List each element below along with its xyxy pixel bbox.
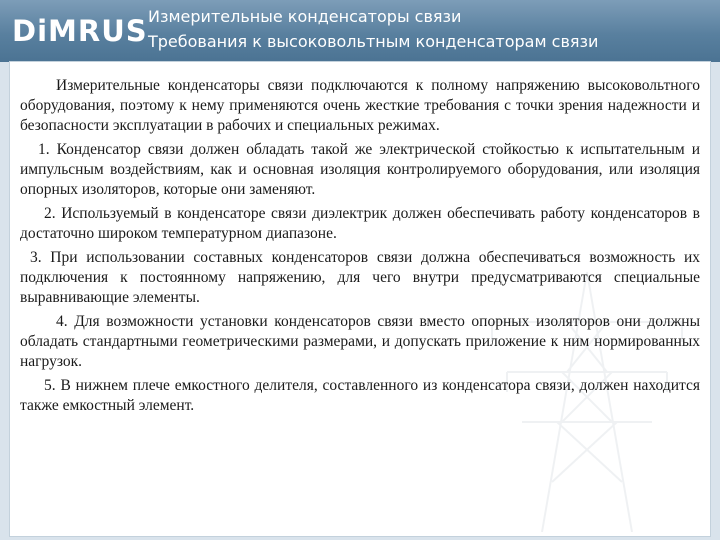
requirement-3: 3. При использовании составных конденсаторов связи должна обеспечиваться возможность их подключения к постоянному напряжению, для чего внутри предусматриваются специальные выравнивающие элементы. bbox=[20, 249, 700, 306]
title-line-2: Требования к высоковольтным конденсаторам связи bbox=[148, 32, 599, 51]
body-text bbox=[20, 76, 700, 420]
requirement-1: 1. Конденсатор связи должен обладать такой же электрической стойкостью к испытательным и импульсным воздействиям, как и основная изоляция контролируемого оборудования, или изоляция опорных изоляторов, которые они заменяют. bbox=[20, 141, 700, 198]
header-bar bbox=[0, 0, 720, 62]
requirement-2: 2. Используемый в конденсаторе связи диэлектрик должен обеспечивать работу конденсаторов в достаточно широком температурном диапазоне. bbox=[20, 205, 700, 242]
content-panel bbox=[10, 62, 710, 536]
intro-paragraph: Измерительные конденсаторы связи подключаются к полному напряжению высоковольтного оборудования, поэтому к нему применяются очень жесткие требования с точки зрения надежности и безопасности эксплуатации в рабочих и специальных режимах. bbox=[20, 77, 700, 134]
title-line-1: Измерительные конденсаторы связи bbox=[148, 7, 462, 26]
requirement-5: 5. В нижнем плече емкостного делителя, составленного из конденсатора связи, должен находится также емкостный элемент. bbox=[20, 377, 700, 414]
slide-title bbox=[148, 4, 708, 54]
requirement-4: 4. Для возможности установки конденсаторов связи вместо опорных изоляторов они должны обладать стандартными геометрическими размерами, и допускать приложение к ним нормированных нагрузок. bbox=[20, 313, 700, 370]
dimrus-logo bbox=[12, 8, 148, 54]
logo-text: DiMRUS bbox=[12, 14, 148, 48]
